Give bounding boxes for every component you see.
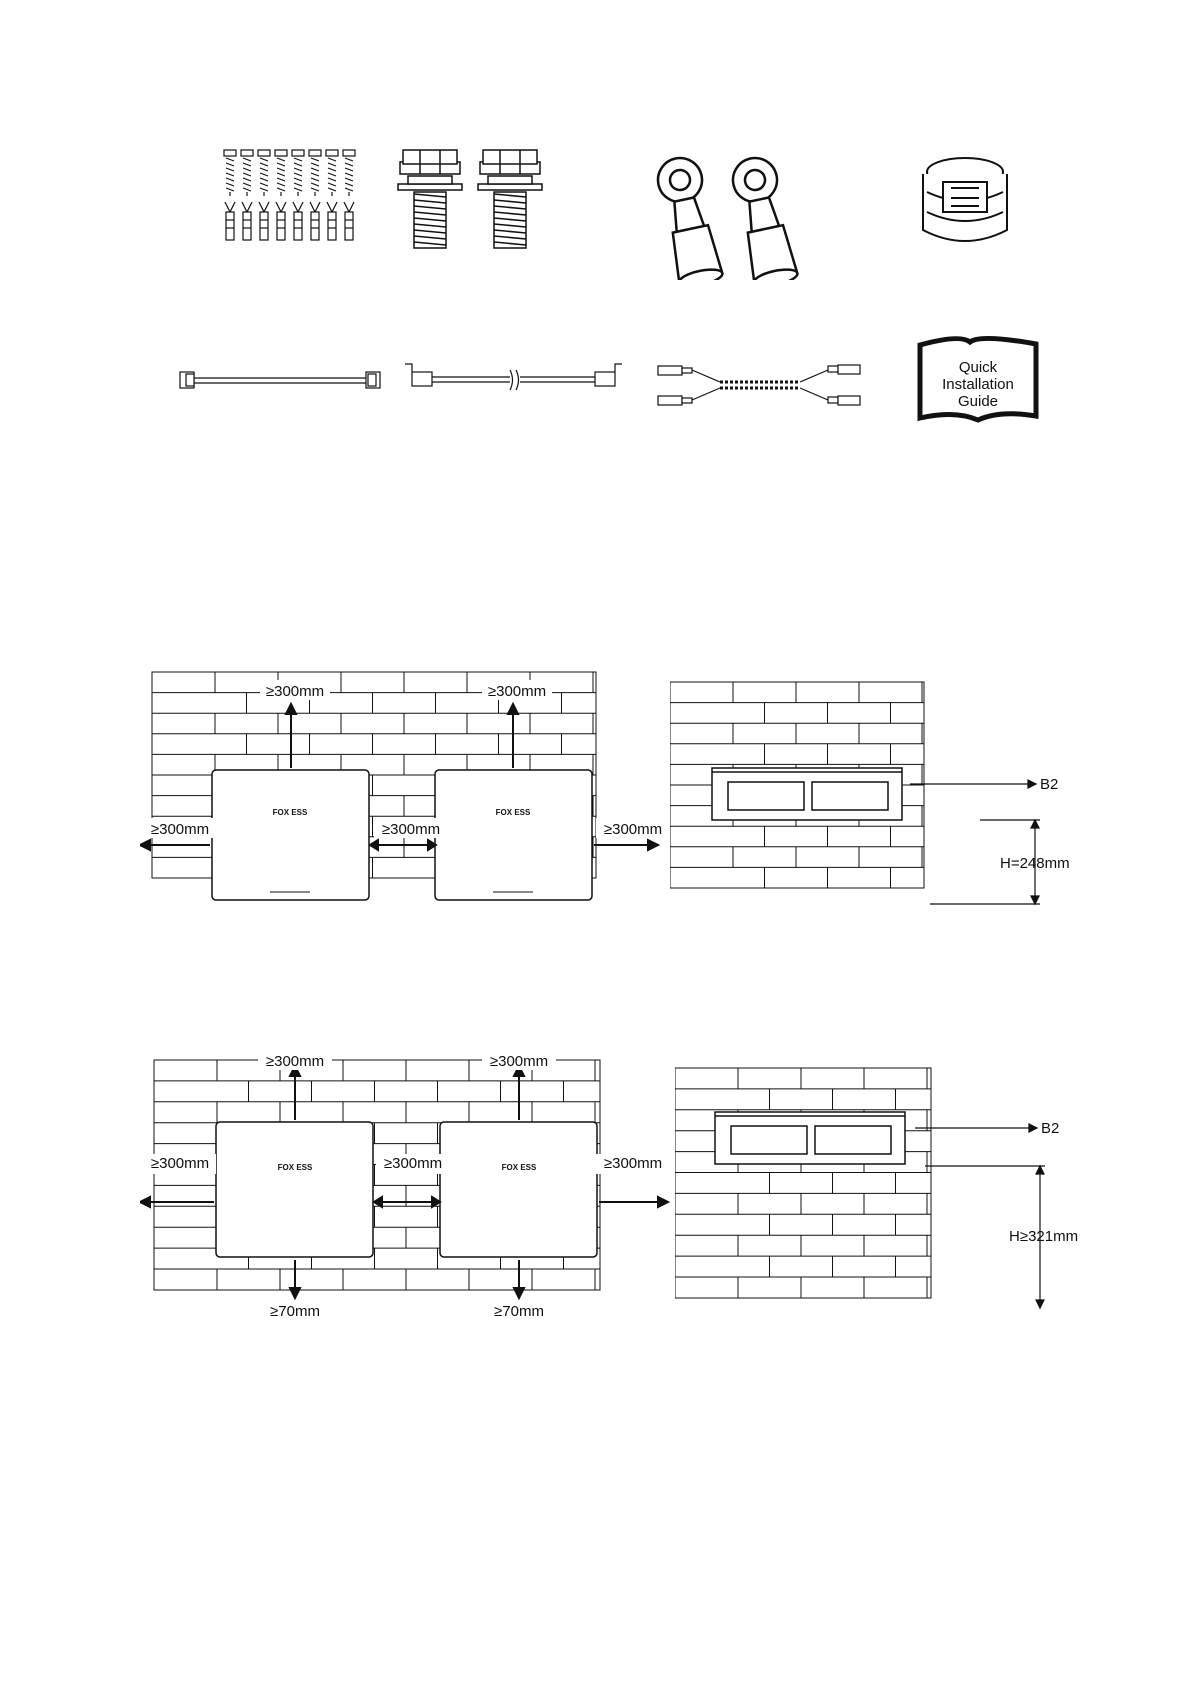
- clearance-top-left-label: ≥300mm: [265, 1053, 325, 1070]
- clearance-bottom-left-label: ≥70mm: [270, 1303, 320, 1320]
- hex-bolts-icon: [398, 150, 542, 248]
- device-logo: FOX ESS: [277, 1163, 313, 1172]
- guide-title-line-3: Guide: [957, 393, 999, 410]
- connector-cap-icon: [923, 158, 1007, 241]
- communication-cable-icon: [180, 372, 380, 388]
- bracket-label: B2: [1040, 776, 1059, 793]
- clearance-left-label: ≥300mm: [150, 1155, 210, 1172]
- device-logo: FOX ESS: [272, 808, 308, 817]
- clearance-top-left-label: ≥300mm: [265, 683, 325, 700]
- mounting-bracket: [712, 768, 902, 820]
- arrowhead-middle-left: [370, 840, 378, 850]
- brick-wall: [675, 1068, 931, 1298]
- clearance-bottom-right-label: ≥70mm: [494, 1303, 544, 1320]
- clearance-middle-label: ≥300mm: [383, 1155, 443, 1172]
- bracket-diagram-1: [670, 680, 1110, 920]
- bracket-leader-arrowhead: [1028, 780, 1036, 788]
- device-logo: FOX ESS: [495, 808, 531, 817]
- clearance-top-right-label: ≥300mm: [487, 683, 547, 700]
- arrowhead-up-right: [508, 704, 518, 714]
- height-label: H≥321mm: [1009, 1228, 1079, 1245]
- clearance-middle-label: ≥300mm: [381, 821, 441, 838]
- device-logo: FOX ESS: [501, 1163, 537, 1172]
- guide-title-line-2: Installation: [942, 376, 1014, 393]
- accessories-row-1: [0, 140, 1191, 280]
- clearance-diagram-2: [140, 1050, 670, 1320]
- clearance-right-label: ≥300mm: [603, 1155, 663, 1172]
- bracket-label: B2: [1041, 1120, 1060, 1137]
- height-label: H=248mm: [1000, 855, 1070, 872]
- accessories-row-2: [0, 330, 1191, 430]
- guide-title-line-1: Quick: [958, 359, 998, 376]
- ring-terminals-icon: [654, 154, 799, 280]
- guide-book-icon: [920, 338, 1036, 420]
- clearance-diagram-1-side-labels: [0, 800, 680, 840]
- bracket-diagram-2: [675, 1060, 1115, 1320]
- screws-and-anchors-icon: [224, 150, 355, 240]
- clearance-diagram-2-side-labels: [0, 1140, 680, 1180]
- arrowhead-right: [648, 840, 658, 850]
- arrowhead-left: [140, 840, 150, 850]
- pv-y-branch-cable-icon: [658, 365, 860, 405]
- clearance-left-label: ≥300mm: [150, 821, 210, 838]
- mounting-bracket: [715, 1112, 905, 1164]
- arrowhead-up-left: [286, 704, 296, 714]
- clearance-diagram-1: [140, 670, 663, 910]
- grounding-cable-icon: [405, 364, 622, 390]
- clearance-right-label: ≥300mm: [603, 821, 663, 838]
- clearance-top-right-label: ≥300mm: [489, 1053, 549, 1070]
